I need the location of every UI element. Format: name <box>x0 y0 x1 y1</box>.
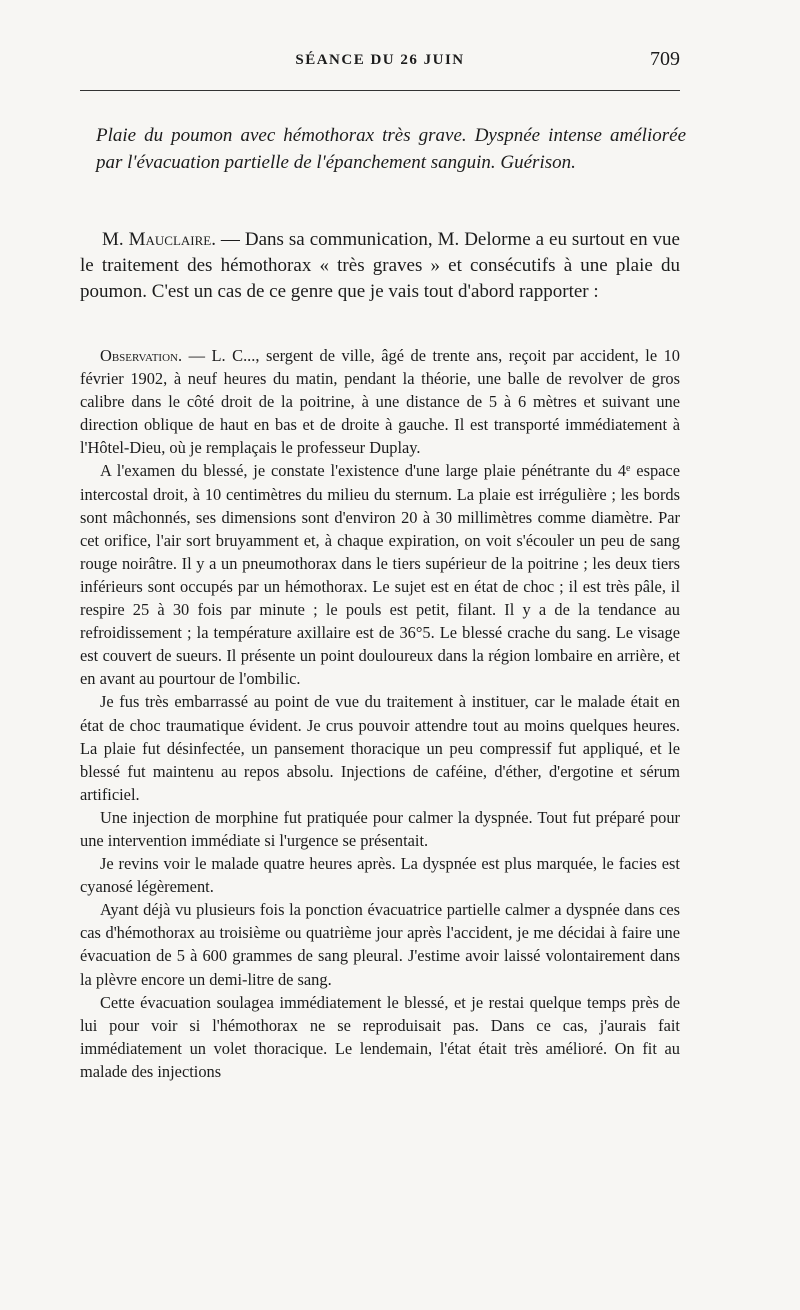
intro-paragraph <box>80 227 680 305</box>
observation-paragraph: Je fus très embarrassé au point de vue du traitement à instituer, car le malade était en état de choc traumatique évident. Je crus pouvoir attendre tout au moins quelques heures. La plaie fut désinfectée, un pansement thoracique un peu compressif fut appliqué, et le blessé fut maintenu au repos absolu. Injections de caféine, d'éther, d'ergotine et sérum artificiel. <box>80 692 680 804</box>
observation-paragraph: Une injection de morphine fut pratiquée pour calmer la dyspnée. Tout fut préparé pour une intervention immédiate si l'urgence se présentait. <box>80 807 680 850</box>
observation-paragraph: Je revins voir le malade quatre heures après. La dyspnée est plus marquée, le facies est cyanosé légèrement. <box>80 854 680 897</box>
section-heading: Plaie du poumon avec hémothorax très grave. Dyspnée intense améliorée par l'évacuation partielle de l'épanchement sanguin. Guérison. <box>96 125 686 173</box>
observation-paragraph: Cette évacuation soulagea immédiatement le blessé, et je restai quelque temps près de lui pour voir si l'hémothorax ne se reproduisait pas. Dans ce cas, j'aurais fait immédiatement un volet thoracique. Le lendemain, l'état était très amélioré. On fit au malade des injections <box>80 992 680 1081</box>
observation-paragraph: Ayant déjà vu plusieurs fois la ponction évacuatrice partielle calmer a dyspnée dans ces cas d'hémothorax au troisième ou quatrième jour après l'accident, je me décidai à faire une évacuation de 5 à 600 grammes de sang pleural. J'estime avoir laissé volontairement dans la plèvre encore un demi-litre de sang. <box>80 900 680 989</box>
observation-paragraph: A l'examen du blessé, je constate l'existence d'une large plaie pénétrante du 4e espace intercostal droit, à 10 centimètres du milieu du sternum. La plaie est irrégulière ; les bords sont mâchonnés, ses dimensions sont d'environ 20 à 30 millimètres comme diamètre. Par cet orifice, l'air sort bruyamment et, à chaque expiration, on voit s'écouler un peu de sang rouge noirâtre. Il y a un pneumothorax dans le tiers supérieur de la poitrine ; les deux tiers inférieurs sont occupés par un hémothorax. Le sujet est en état de choc ; il est très pâle, il respire 25 à 30 fois par minute ; le pouls est petit, filant. Il y a de la tendance au refroidissement ; la température axillaire est de 36°5. Le blessé crache du sang. Le visage est couvert de sueurs. Il présente un point douloureux dans la région lombaire en arrière, et en avant au pourtour de l'ombilic. <box>80 461 680 689</box>
running-header <box>80 48 680 78</box>
header-title: SÉANCE DU 26 JUIN <box>295 52 465 68</box>
superscript: e <box>626 463 631 475</box>
observation-label: Observation. <box>100 346 183 365</box>
observation-block <box>80 344 680 1083</box>
intro-text: — Dans sa communication, M. Delorme a eu surtout en vue le traitement des hémothorax « très graves » et consécutifs à une plaie du poumon. C'est un cas de ce genre que je vais tout d'abord rapporter : <box>80 229 680 302</box>
intro-paragraph-block <box>80 227 680 305</box>
speaker-name: M. Mauclaire. <box>102 229 216 250</box>
page-number: 709 <box>650 48 680 70</box>
header-rule <box>80 90 680 91</box>
observation-paragraph: Observation. — L. C..., sergent de ville, âgé de trente ans, reçoit par accident, le 10 février 1902, à neuf heures du matin, pendant la théorie, une balle de revolver de gros calibre dans le côté droit de la poitrine, à une distance de 5 à 6 mètres et suivant une direction oblique de haut en bas et de droite à gauche. Il est transporté immédiatement à l'Hôtel-Dieu, où je remplaçais le professeur Duplay. <box>80 346 680 458</box>
